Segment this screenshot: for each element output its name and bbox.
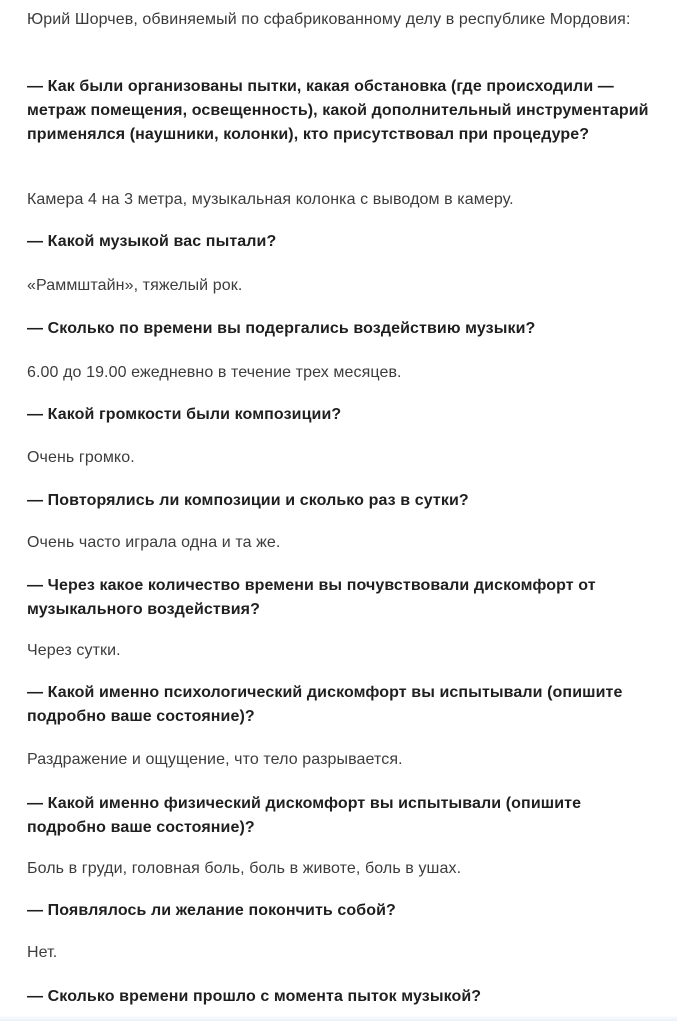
answer-8: Боль в груди, головная боль, боль в животе, боль в ушах. <box>27 860 462 877</box>
question-9: — Появлялось ли желание покончить собой? <box>27 902 396 919</box>
answer-4: Очень громко. <box>27 449 135 466</box>
question-3: — Сколько по времени вы подергались воздействию музыки? <box>27 320 536 337</box>
question-4: — Какой громкости были композиции? <box>27 406 342 423</box>
answer-9: Нет. <box>27 944 58 961</box>
question-10: — Сколько времени прошло с момента пыток музыкой? <box>27 988 482 1005</box>
question-2: — Какой музыкой вас пытали? <box>27 233 277 250</box>
question-8: — Какой именно физический дискомфорт вы испытывали (опишите подробно ваше состояние)? <box>27 795 582 836</box>
intro-text: Юрий Шорчев, обвиняемый по сфабрикованному делу в республике Мордовия: <box>27 11 631 28</box>
question-6: — Через какое количество времени вы почувствовали дискомфорт от музыкального воздействия? <box>27 577 596 618</box>
answer-2: «Раммштайн», тяжелый рок. <box>27 277 243 294</box>
question-5: — Повторялись ли композиции и сколько раз в сутки? <box>27 492 469 509</box>
answer-1: Камера 4 на 3 метра, музыкальная колонка с выводом в камеру. <box>27 191 514 208</box>
question-1: — Как были организованы пытки, какая обстановка (где происходили — метраж помещения, освещенность), какой дополнительный инструментарий применялся (наушники, колонки), кто присутствовал при процедуре? <box>27 78 649 143</box>
scan-edge-shadow <box>0 1015 677 1021</box>
answer-3: 6.00 до 19.00 ежедневно в течение трех месяцев. <box>27 364 402 381</box>
question-7: — Какой именно психологический дискомфорт вы испытывали (опишите подробно ваше состояние)? <box>27 684 623 725</box>
answer-6: Через сутки. <box>27 642 121 659</box>
answer-7: Раздражение и ощущение, что тело разрывается. <box>27 751 403 768</box>
answer-5: Очень часто играла одна и та же. <box>27 534 281 551</box>
